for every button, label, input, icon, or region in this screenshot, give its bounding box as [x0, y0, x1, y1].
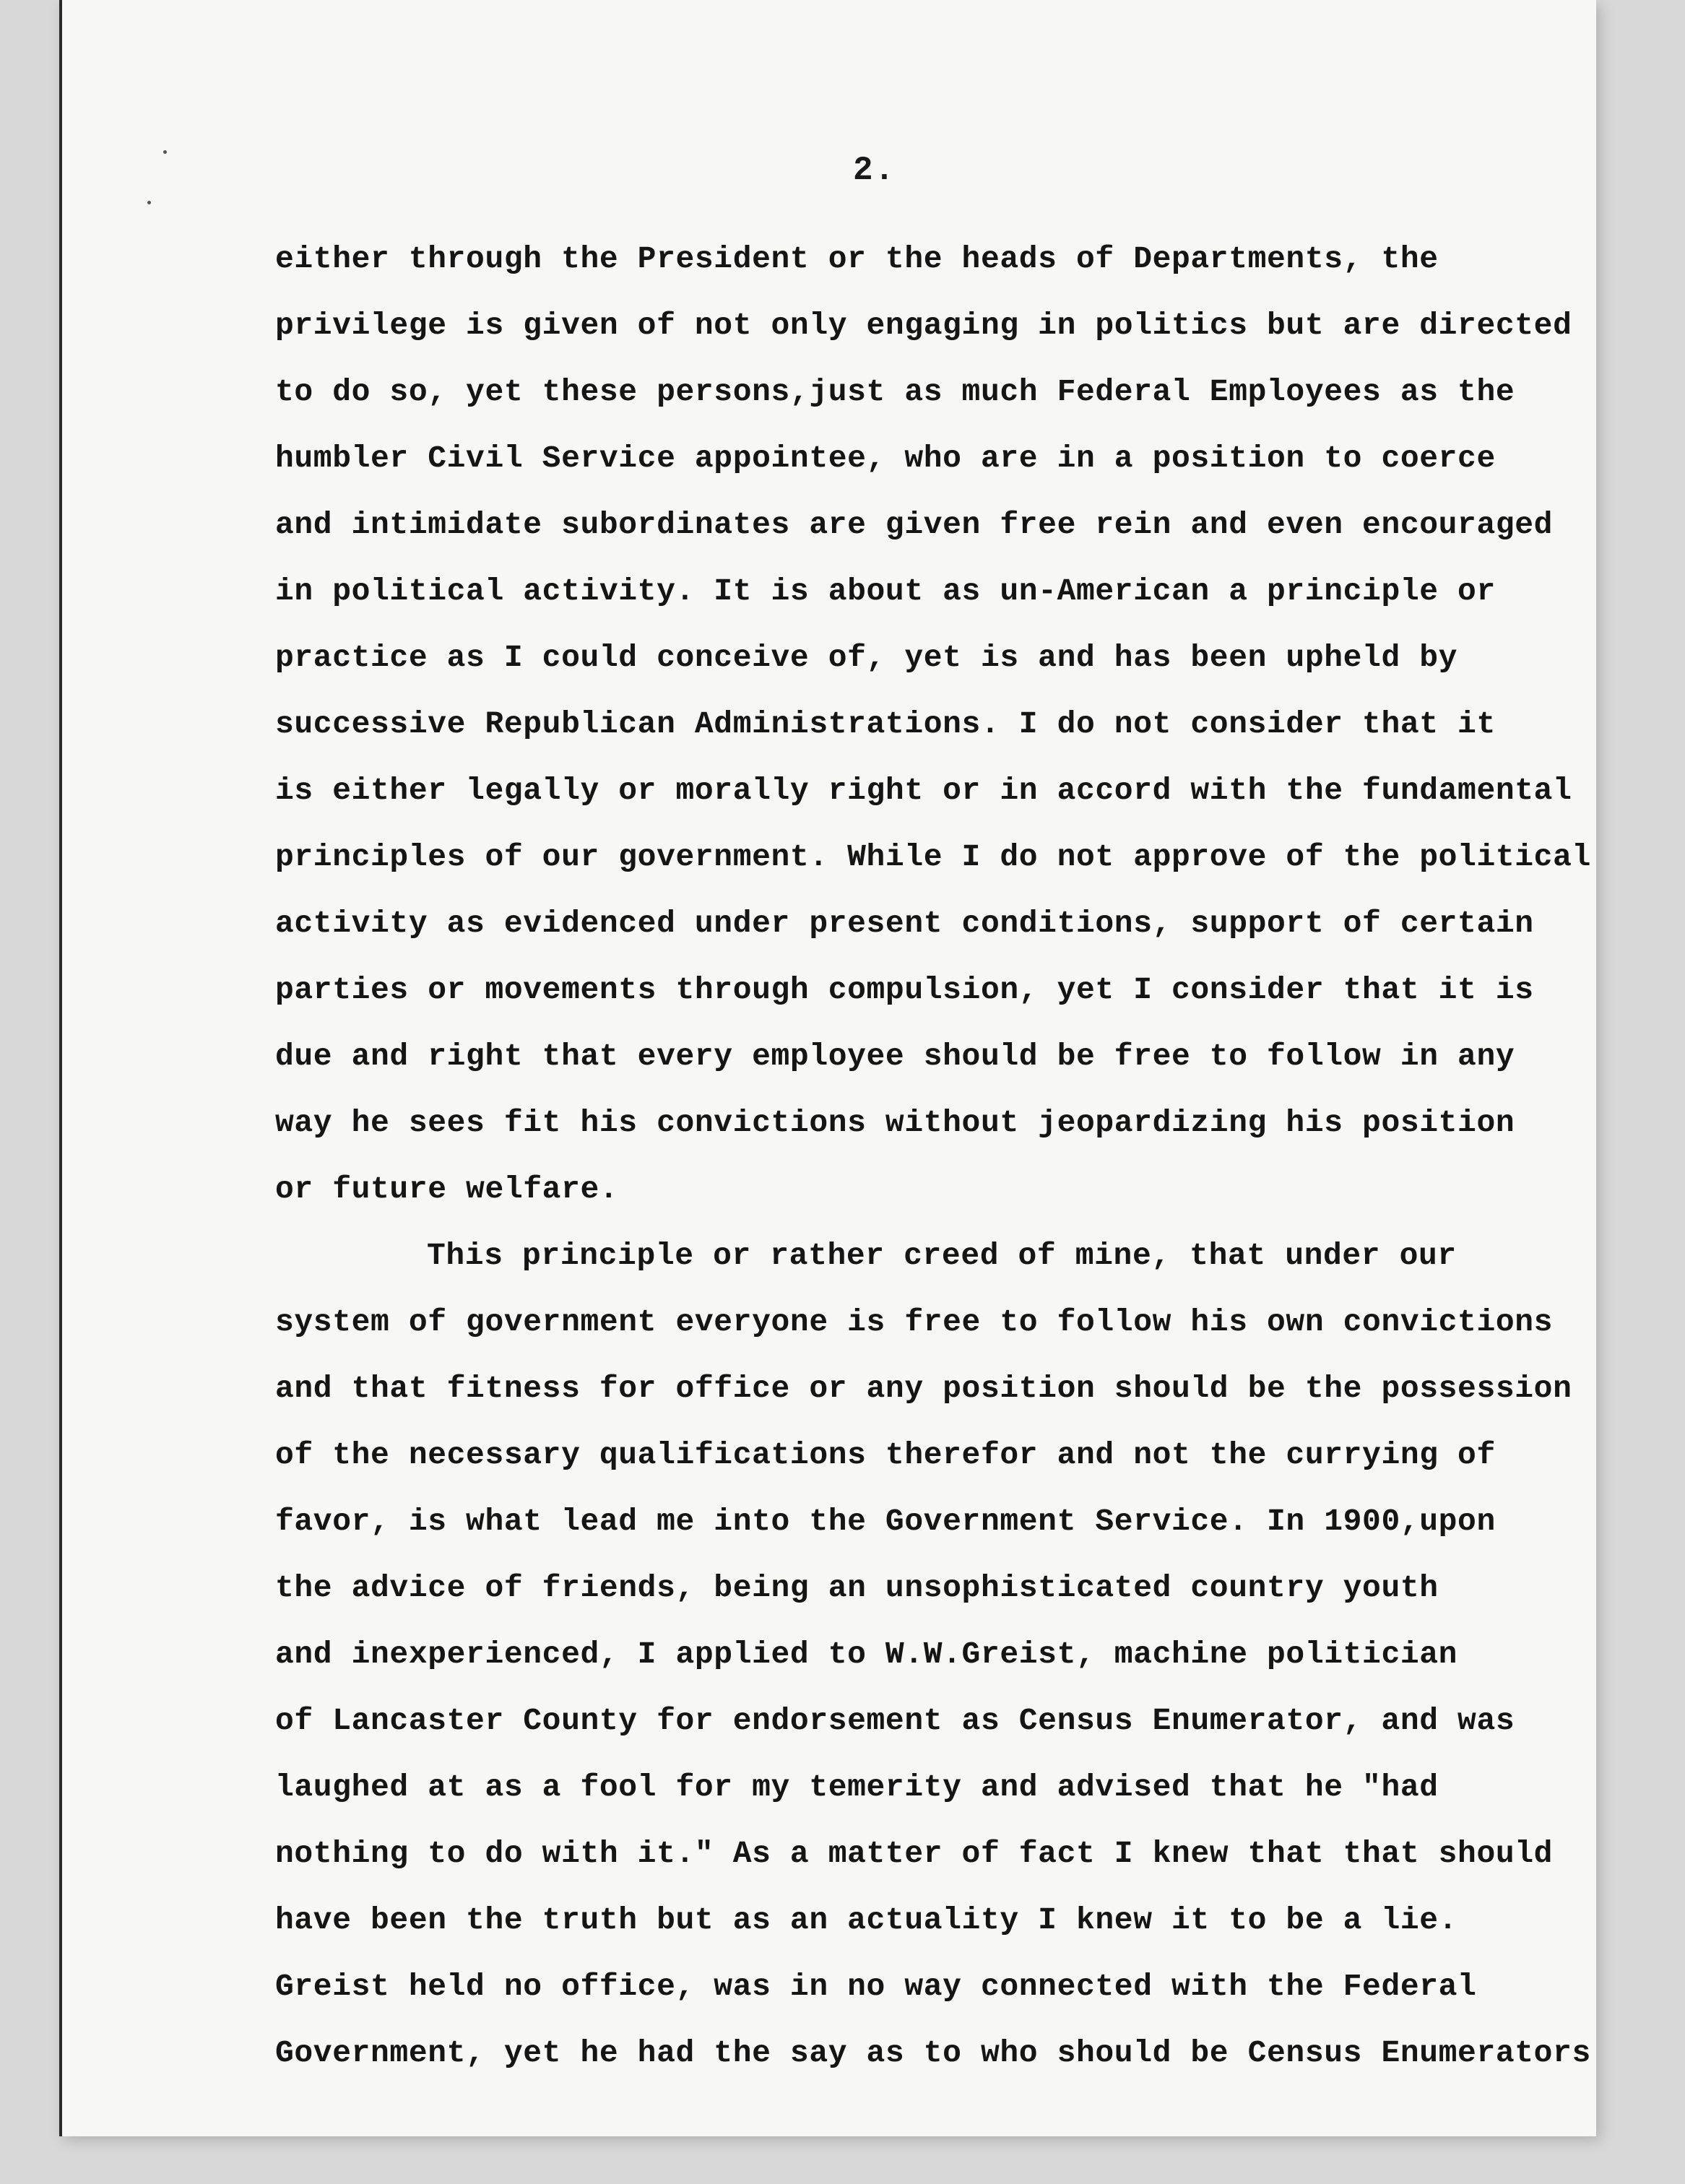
text-line: is either legally or morally right or in accord with the fundamental: [275, 773, 1572, 808]
text-line: humbler Civil Service appointee, who are in a position to coerce: [275, 441, 1496, 476]
text-line: successive Republican Administrations. I do not consider that it: [275, 706, 1496, 742]
text-line: laughed at as a fool for my temerity and advised that he "had: [275, 1769, 1439, 1805]
text-line: parties or movements through compulsion, yet I consider that it is: [275, 972, 1534, 1008]
text-line: practice as I could conceive of, yet is and has been upheld by: [275, 640, 1458, 675]
text-line: Government, yet he had the say as to who should be Census Enumerators: [275, 2035, 1591, 2071]
page-number: 2.: [853, 152, 896, 189]
text-line: the advice of friends, being an unsophisticated country youth: [275, 1570, 1439, 1606]
text-line: in political activity. It is about as un-American a principle or: [275, 573, 1496, 609]
text-line: and that fitness for office or any position should be the possession: [275, 1371, 1572, 1406]
text-line: and intimidate subordinates are given free rein and even encouraged: [275, 507, 1554, 542]
paper-speck: [163, 150, 167, 154]
paper-speck: [147, 201, 151, 204]
document-page: [59, 0, 1596, 2136]
text-line: to do so, yet these persons,just as much Federal Employees as the: [275, 374, 1515, 410]
text-line: and inexperienced, I applied to W.W.Greist, machine politician: [275, 1637, 1458, 1672]
text-line: activity as evidenced under present conditions, support of certain: [275, 906, 1534, 941]
text-line: due and right that every employee should be free to follow in any: [275, 1039, 1515, 1074]
text-line: privilege is given of not only engaging in politics but are directed: [275, 308, 1572, 343]
text-line: have been the truth but as an actuality I knew it to be a lie.: [275, 1902, 1458, 1938]
text-line: way he sees fit his convictions without jeopardizing his position: [275, 1105, 1515, 1140]
text-line: principles of our government. While I do not approve of the political: [275, 839, 1591, 875]
text-line: system of government everyone is free to follow his own convictions: [275, 1304, 1554, 1340]
text-line: nothing to do with it." As a matter of fact I knew that that should: [275, 1836, 1554, 1871]
text-line: of Lancaster County for endorsement as Census Enumerator, and was: [275, 1703, 1515, 1738]
text-line: of the necessary qualifications therefor and not the currying of: [275, 1437, 1496, 1473]
paragraph-first-line: This principle or rather creed of mine, that under our: [427, 1238, 1457, 1273]
text-line: either through the President or the heads of Departments, the: [275, 241, 1439, 277]
text-line: Greist held no office, was in no way connected with the Federal: [275, 1969, 1477, 2004]
text-line: favor, is what lead me into the Government Service. In 1900,upon: [275, 1504, 1496, 1539]
text-line: or future welfare.: [275, 1171, 619, 1207]
